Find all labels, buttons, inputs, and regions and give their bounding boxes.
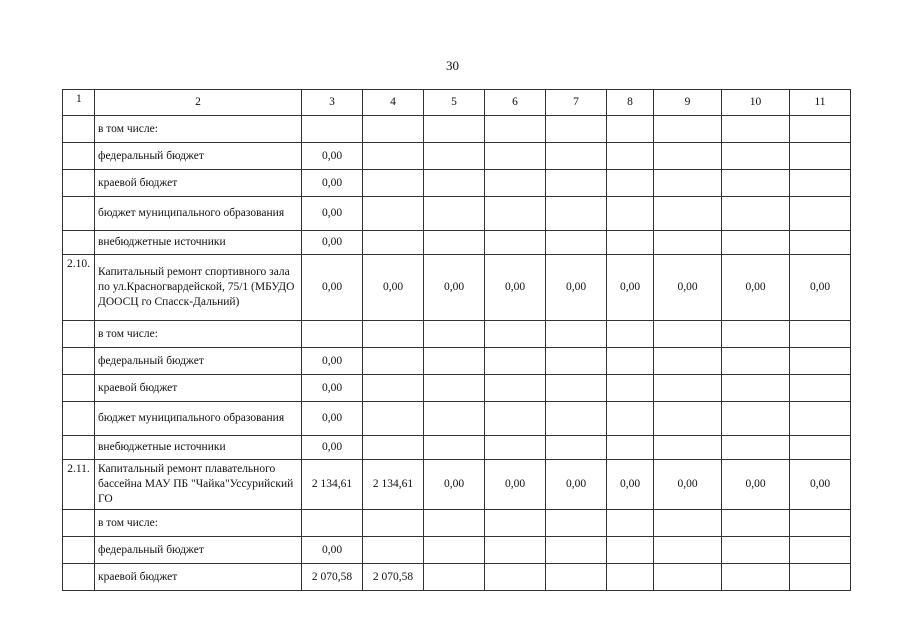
cell-col-8 — [607, 231, 654, 255]
cell-col-4: 0,00 — [363, 255, 424, 321]
row-description: краевой бюджет — [95, 170, 302, 197]
cell-col-11 — [790, 537, 851, 564]
cell-col-4 — [363, 375, 424, 402]
row-number — [63, 231, 95, 255]
table-row — [63, 143, 851, 170]
row-number — [63, 143, 95, 170]
cell-col-11 — [790, 170, 851, 197]
cell-col-10 — [722, 564, 790, 591]
cell-col-4 — [363, 143, 424, 170]
cell-col-10 — [722, 375, 790, 402]
cell-col-11 — [790, 321, 851, 348]
row-description: в том числе: — [95, 510, 302, 537]
cell-col-3 — [302, 116, 363, 143]
cell-col-8 — [607, 348, 654, 375]
row-description: Капитальный ремонт плавательного бассейна МАУ ПБ "Чайка"Уссурийский ГО — [95, 460, 302, 510]
cell-col-5 — [424, 116, 485, 143]
column-header-7: 7 — [546, 90, 607, 116]
cell-col-8 — [607, 436, 654, 460]
cell-col-4 — [363, 436, 424, 460]
cell-col-3: 0,00 — [302, 143, 363, 170]
cell-col-4 — [363, 348, 424, 375]
column-header-1: 1 — [63, 90, 95, 116]
cell-col-3: 2 070,58 — [302, 564, 363, 591]
cell-col-7 — [546, 537, 607, 564]
cell-col-5 — [424, 143, 485, 170]
column-header-8: 8 — [607, 90, 654, 116]
cell-col-11 — [790, 116, 851, 143]
cell-col-10 — [722, 143, 790, 170]
cell-col-4 — [363, 402, 424, 436]
cell-col-11 — [790, 436, 851, 460]
cell-col-10: 0,00 — [722, 255, 790, 321]
table-row — [63, 510, 851, 537]
cell-col-6: 0,00 — [485, 460, 546, 510]
cell-col-6 — [485, 321, 546, 348]
cell-col-5 — [424, 537, 485, 564]
cell-col-10 — [722, 402, 790, 436]
cell-col-6 — [485, 197, 546, 231]
cell-col-3: 0,00 — [302, 375, 363, 402]
cell-col-8 — [607, 170, 654, 197]
cell-col-8 — [607, 564, 654, 591]
row-description: краевой бюджет — [95, 564, 302, 591]
table-row — [63, 564, 851, 591]
cell-col-7 — [546, 231, 607, 255]
cell-col-7 — [546, 510, 607, 537]
cell-col-3 — [302, 510, 363, 537]
row-description: в том числе: — [95, 116, 302, 143]
column-header-10: 10 — [722, 90, 790, 116]
column-header-11: 11 — [790, 90, 851, 116]
cell-col-6 — [485, 537, 546, 564]
cell-col-11 — [790, 143, 851, 170]
cell-col-8 — [607, 510, 654, 537]
cell-col-6 — [485, 402, 546, 436]
cell-col-9 — [654, 375, 722, 402]
cell-col-6: 0,00 — [485, 255, 546, 321]
table-row — [63, 170, 851, 197]
cell-col-5: 0,00 — [424, 460, 485, 510]
cell-col-9 — [654, 143, 722, 170]
row-number — [63, 564, 95, 591]
row-description: в том числе: — [95, 321, 302, 348]
cell-col-11 — [790, 348, 851, 375]
row-description: внебюджетные источники — [95, 436, 302, 460]
cell-col-5: 0,00 — [424, 255, 485, 321]
cell-col-11 — [790, 510, 851, 537]
cell-col-7: 0,00 — [546, 255, 607, 321]
column-header-4: 4 — [363, 90, 424, 116]
cell-col-10 — [722, 116, 790, 143]
table-row — [63, 402, 851, 436]
cell-col-10 — [722, 436, 790, 460]
cell-col-7: 0,00 — [546, 460, 607, 510]
cell-col-4 — [363, 510, 424, 537]
row-description: краевой бюджет — [95, 375, 302, 402]
budget-table — [62, 89, 851, 591]
cell-col-9 — [654, 564, 722, 591]
cell-col-11 — [790, 231, 851, 255]
cell-col-9 — [654, 510, 722, 537]
cell-col-10 — [722, 321, 790, 348]
cell-col-3: 0,00 — [302, 197, 363, 231]
cell-col-9 — [654, 170, 722, 197]
cell-col-5 — [424, 436, 485, 460]
cell-col-4 — [363, 537, 424, 564]
cell-col-4 — [363, 116, 424, 143]
cell-col-6 — [485, 436, 546, 460]
cell-col-9: 0,00 — [654, 460, 722, 510]
cell-col-10 — [722, 197, 790, 231]
row-number — [63, 197, 95, 231]
cell-col-9 — [654, 436, 722, 460]
cell-col-9 — [654, 197, 722, 231]
column-header-6: 6 — [485, 90, 546, 116]
row-description: Капитальный ремонт спортивного зала по ул.Красногвардейской, 75/1 (МБУДО ДООСЦ го Спасск-Дальний) — [95, 255, 302, 321]
cell-col-9 — [654, 116, 722, 143]
cell-col-5 — [424, 402, 485, 436]
cell-col-11: 0,00 — [790, 460, 851, 510]
cell-col-8: 0,00 — [607, 460, 654, 510]
cell-col-8: 0,00 — [607, 255, 654, 321]
cell-col-7 — [546, 143, 607, 170]
cell-col-4 — [363, 231, 424, 255]
table-row — [63, 537, 851, 564]
row-number — [63, 537, 95, 564]
cell-col-7 — [546, 116, 607, 143]
cell-col-6 — [485, 116, 546, 143]
cell-col-7 — [546, 402, 607, 436]
row-description: бюджет муниципального образования — [95, 402, 302, 436]
row-description: федеральный бюджет — [95, 348, 302, 375]
cell-col-4 — [363, 197, 424, 231]
cell-col-11 — [790, 564, 851, 591]
cell-col-11 — [790, 197, 851, 231]
cell-col-9 — [654, 231, 722, 255]
table-row — [63, 436, 851, 460]
cell-col-3: 0,00 — [302, 436, 363, 460]
cell-col-3: 0,00 — [302, 170, 363, 197]
row-description: федеральный бюджет — [95, 143, 302, 170]
row-number — [63, 510, 95, 537]
cell-col-7 — [546, 436, 607, 460]
cell-col-8 — [607, 321, 654, 348]
cell-col-10 — [722, 170, 790, 197]
cell-col-4: 2 134,61 — [363, 460, 424, 510]
cell-col-4 — [363, 321, 424, 348]
row-number: 2.10. — [63, 255, 95, 321]
cell-col-8 — [607, 197, 654, 231]
cell-col-4 — [363, 170, 424, 197]
column-header-5: 5 — [424, 90, 485, 116]
cell-col-9 — [654, 537, 722, 564]
cell-col-6 — [485, 510, 546, 537]
cell-col-3: 0,00 — [302, 348, 363, 375]
row-number: 2.11. — [63, 460, 95, 510]
cell-col-8 — [607, 375, 654, 402]
table-row — [63, 116, 851, 143]
column-header-9: 9 — [654, 90, 722, 116]
cell-col-8 — [607, 537, 654, 564]
cell-col-10 — [722, 348, 790, 375]
row-number — [63, 348, 95, 375]
cell-col-5 — [424, 231, 485, 255]
cell-col-10 — [722, 510, 790, 537]
cell-col-3: 2 134,61 — [302, 460, 363, 510]
cell-col-3 — [302, 321, 363, 348]
cell-col-7 — [546, 321, 607, 348]
cell-col-3: 0,00 — [302, 255, 363, 321]
cell-col-11: 0,00 — [790, 255, 851, 321]
cell-col-3: 0,00 — [302, 402, 363, 436]
cell-col-5 — [424, 564, 485, 591]
table-row — [63, 460, 851, 510]
cell-col-3: 0,00 — [302, 231, 363, 255]
table-row — [63, 348, 851, 375]
table-row — [63, 255, 851, 321]
cell-col-7 — [546, 348, 607, 375]
row-number — [63, 170, 95, 197]
row-number — [63, 375, 95, 402]
cell-col-7 — [546, 564, 607, 591]
cell-col-6 — [485, 564, 546, 591]
cell-col-5 — [424, 197, 485, 231]
page-number: 30 — [446, 58, 459, 73]
cell-col-6 — [485, 170, 546, 197]
cell-col-5 — [424, 348, 485, 375]
table-row — [63, 321, 851, 348]
row-number — [63, 116, 95, 143]
table-body — [63, 90, 851, 591]
cell-col-9 — [654, 321, 722, 348]
row-number — [63, 321, 95, 348]
cell-col-8 — [607, 116, 654, 143]
cell-col-7 — [546, 197, 607, 231]
table-row — [63, 231, 851, 255]
cell-col-10 — [722, 231, 790, 255]
cell-col-5 — [424, 170, 485, 197]
cell-col-6 — [485, 231, 546, 255]
table-row — [63, 375, 851, 402]
cell-col-9 — [654, 348, 722, 375]
row-description: бюджет муниципального образования — [95, 197, 302, 231]
cell-col-9 — [654, 402, 722, 436]
cell-col-3: 0,00 — [302, 537, 363, 564]
cell-col-6 — [485, 348, 546, 375]
row-number — [63, 402, 95, 436]
cell-col-5 — [424, 321, 485, 348]
row-number — [63, 436, 95, 460]
column-header-3: 3 — [302, 90, 363, 116]
cell-col-8 — [607, 143, 654, 170]
cell-col-6 — [485, 143, 546, 170]
row-description: федеральный бюджет — [95, 537, 302, 564]
cell-col-10 — [722, 537, 790, 564]
cell-col-6 — [485, 375, 546, 402]
cell-col-8 — [607, 402, 654, 436]
cell-col-4: 2 070,58 — [363, 564, 424, 591]
row-description: внебюджетные источники — [95, 231, 302, 255]
table-header-row — [63, 90, 851, 116]
column-header-2: 2 — [95, 90, 302, 116]
cell-col-5 — [424, 510, 485, 537]
cell-col-11 — [790, 402, 851, 436]
cell-col-10: 0,00 — [722, 460, 790, 510]
cell-col-7 — [546, 375, 607, 402]
cell-col-5 — [424, 375, 485, 402]
cell-col-7 — [546, 170, 607, 197]
table-row — [63, 197, 851, 231]
cell-col-11 — [790, 375, 851, 402]
cell-col-9: 0,00 — [654, 255, 722, 321]
